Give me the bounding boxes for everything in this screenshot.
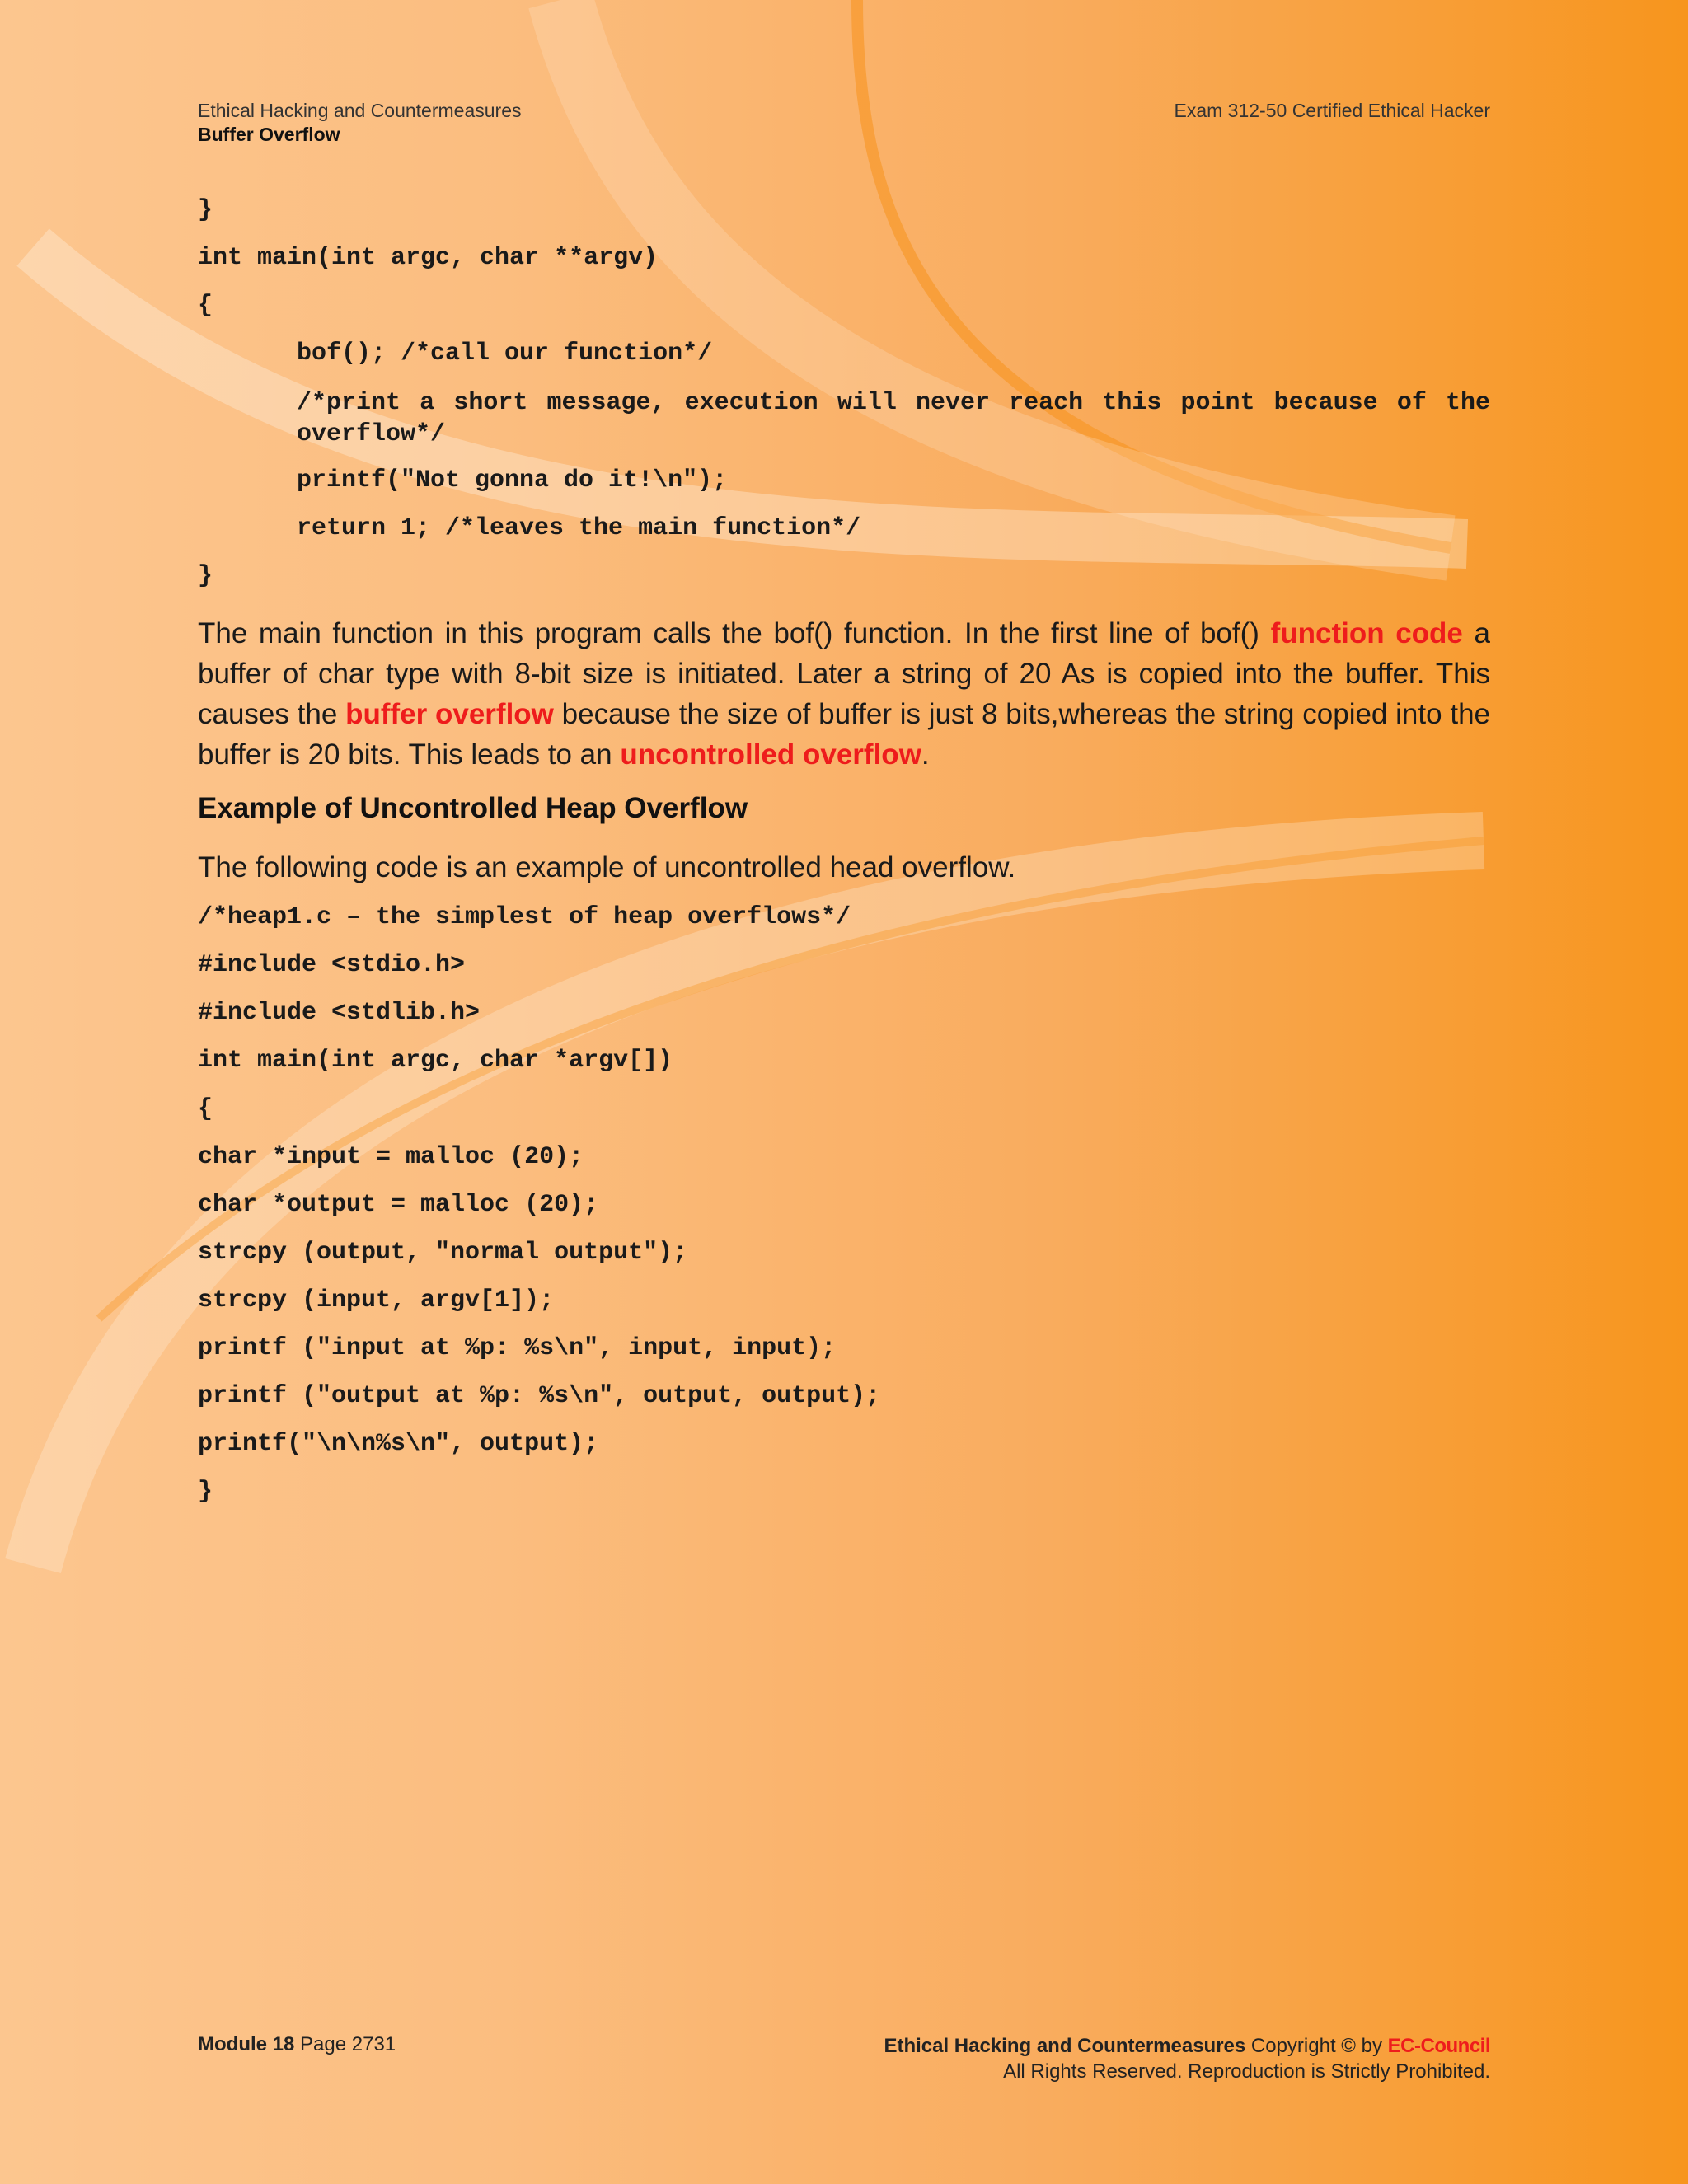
section-heading: Example of Uncontrolled Heap Overflow [198, 792, 748, 824]
highlight-term: buffer overflow [345, 698, 554, 730]
course-title: Ethical Hacking and Countermeasures [198, 100, 522, 121]
code-line: printf("\n\n%s\n", output); [198, 1430, 599, 1458]
exam-title: Exam 312-50 Certified Ethical Hacker [1174, 100, 1490, 121]
ec-council-logo: EC-Council [1387, 2035, 1490, 2057]
code-line: } [198, 562, 213, 590]
page-header-left [198, 99, 521, 147]
code-line: char *output = malloc (20); [198, 1191, 599, 1219]
copyright-line [884, 2033, 1490, 2059]
code-line: { [198, 292, 213, 320]
code-line: printf ("input at %p: %s\n", input, input); [198, 1334, 837, 1362]
intro-paragraph: The following code is an example of uncontrolled head overflow. [198, 851, 1016, 883]
module-label: Module 18 [198, 2033, 295, 2055]
code-line: } [198, 196, 213, 224]
code-line-wrapped: /*print a short message, execution will never reach this point because of the overflow*/ [297, 389, 1490, 448]
rights-text: All Rights Reserved. Reproduction is Strictly Prohibited. [1003, 2060, 1490, 2083]
chapter-title: Buffer Overflow [198, 124, 340, 145]
code-line: /*heap1.c – the simplest of heap overflows*/ [198, 903, 851, 931]
code-line: char *input = malloc (20); [198, 1143, 584, 1171]
page-footer-right [884, 2033, 1490, 2084]
paragraph-text: . [921, 738, 930, 771]
code-line: bof(); /*call our function*/ [297, 340, 713, 368]
explanation-paragraph [198, 613, 1490, 775]
paragraph-text: a buffer of char type with 8-bit size is initiated. Later a string of 20 As is copied into the buffer. This causes the [198, 617, 1490, 730]
code-line: int main(int argc, char **argv) [198, 244, 659, 272]
code-line: } [198, 1478, 213, 1506]
code-line: printf ("output at %p: %s\n", output, output); [198, 1382, 881, 1410]
page-number: Page 2731 [300, 2033, 396, 2055]
code-line: { [198, 1095, 213, 1123]
code-line: #include <stdio.h> [198, 951, 466, 979]
highlight-term: function code [1270, 617, 1463, 649]
highlight-term: uncontrolled overflow [620, 738, 921, 771]
paragraph-text: The main function in this program calls the bof() function. In the first line of bof() [198, 617, 1271, 649]
copyright-text: Copyright © by [1250, 2035, 1382, 2057]
footer-course: Ethical Hacking and Countermeasures [884, 2035, 1246, 2057]
code-line: printf("Not gonna do it!\n"); [297, 466, 728, 494]
code-line: return 1; /*leaves the main function*/ [297, 514, 861, 542]
page-footer-left [198, 2033, 396, 2056]
paragraph-text: because the size of buffer is just 8 bits,whereas the string copied into the buffer is 20 bits. This leads to an [198, 698, 1491, 771]
code-line: #include <stdlib.h> [198, 999, 481, 1027]
code-line: strcpy (output, "normal output"); [198, 1239, 688, 1267]
code-line: int main(int argc, char *argv[]) [198, 1047, 673, 1075]
code-line: strcpy (input, argv[1]); [198, 1286, 555, 1315]
